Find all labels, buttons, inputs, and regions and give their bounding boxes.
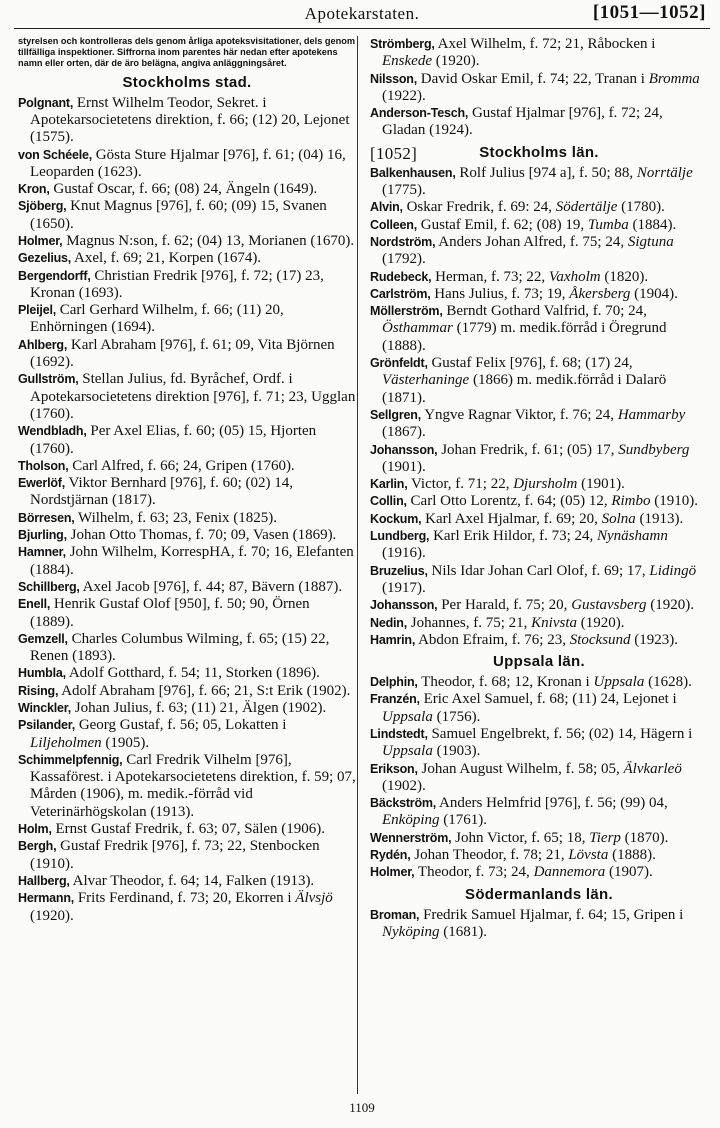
- entry-details: Magnus N:son, f. 62; (04) 13, Morianen (1670).: [62, 232, 355, 249]
- pharmacist-name: Humbla,: [18, 666, 66, 681]
- pharmacist-name: Sellgren,: [370, 407, 421, 422]
- place-name: Vaxholm: [548, 268, 601, 285]
- entry-year: (1917).: [382, 579, 426, 596]
- pharmacist-entry: [18, 95, 356, 147]
- pharmacist-name: Börresen,: [18, 510, 75, 525]
- place-name: Nynäshamn: [597, 528, 668, 545]
- pharmacist-name: Colleen,: [370, 217, 418, 232]
- pharmacist-name: Holm,: [18, 822, 52, 837]
- pharmacist-name: Wennerström,: [370, 830, 452, 845]
- pharmacist-entry: [18, 579, 356, 596]
- entry-details: Theodor, f. 73; 24,: [414, 864, 534, 881]
- entry-year: (1913).: [635, 510, 684, 527]
- pharmacist-entry: [370, 355, 708, 407]
- entry-year: (1910).: [650, 493, 699, 510]
- document-page: [14, 0, 710, 1128]
- pharmacist-name: Holmer,: [18, 233, 63, 248]
- place-name: Gustavsberg: [571, 597, 647, 614]
- place-name: Tierp: [589, 829, 621, 846]
- pharmacist-name: Johansson,: [370, 442, 438, 457]
- pharmacist-name: Hermann,: [18, 891, 75, 906]
- entry-year: (1779) m. medik.förråd i Öregrund (1888).: [382, 320, 667, 354]
- entry-details: Charles Columbus Wilming, f. 65; (15) 22, Renen (1893).: [30, 630, 330, 665]
- pharmacist-entry: [18, 423, 356, 458]
- pharmacist-name: Enell,: [18, 597, 51, 612]
- pharmacist-name: Johansson,: [370, 598, 438, 613]
- section-heading: [370, 144, 708, 161]
- pharmacist-entry: [370, 165, 708, 200]
- entry-details: Johan Theodor, f. 78; 21,: [410, 847, 569, 864]
- pharmacist-name: Bergendorff,: [18, 268, 91, 283]
- pharmacist-entry: [370, 105, 708, 140]
- entry-details: Fredrik Samuel Hjalmar, f. 64; 15, Gripen i: [419, 906, 684, 923]
- entry-details: Nils Idar Johan Carl Olof, f. 69; 17,: [427, 562, 650, 579]
- entry-details: Carl Gerhard Wilhelm, f. 66; (11) 20, Enhörningen (1694).: [30, 302, 284, 336]
- entry-details: Yngve Ragnar Viktor, f. 76; 24,: [421, 406, 618, 423]
- entry-details: Carl Fredrik Vilhelm [976], Kassaförest. i Apotekarsocietetens direktion, f. 59; 07, Mården (1906), m. medik.-förråd vid Veterinärhögskolan (1913).: [30, 751, 356, 820]
- pharmacist-entry: [370, 36, 708, 71]
- entry-year: (1870).: [620, 829, 669, 846]
- place-name: Liljeholmen: [30, 734, 102, 751]
- entry-year: (1901).: [577, 476, 625, 493]
- entry-details: Anders Johan Alfred, f. 75; 24,: [435, 233, 628, 250]
- section-title: Stockholms stad.: [122, 73, 252, 91]
- pharmacist-entry: [370, 726, 708, 761]
- pharmacist-entry: [370, 632, 708, 649]
- entry-year: (1884).: [628, 216, 677, 233]
- pharmacist-entry: [370, 795, 708, 830]
- pharmacist-name: Nedin,: [370, 615, 407, 630]
- entry-details: Per Harald, f. 75; 20,: [437, 597, 572, 614]
- pharmacist-name: Karlin,: [370, 477, 408, 492]
- pharmacist-entry: [370, 442, 708, 477]
- entry-details: Rolf Julius [974 a], f. 50; 88,: [455, 164, 637, 181]
- entry-details: Karl Axel Hjalmar, f. 69; 20,: [421, 510, 602, 527]
- pharmacist-entry: [18, 752, 356, 821]
- entry-details: Gustaf Felix [976], f. 68; (17) 24,: [427, 355, 633, 372]
- pharmacist-entry: [370, 563, 708, 598]
- entry-details: Victor, f. 71; 22,: [407, 476, 514, 493]
- section-heading: [370, 886, 708, 903]
- pharmacist-entry: [370, 864, 708, 881]
- left-column: [18, 36, 356, 925]
- pharmacist-entry: [370, 615, 708, 632]
- pharmacist-name: Bjurling,: [18, 528, 67, 543]
- pharmacist-name: Grönfeldt,: [370, 356, 428, 371]
- right-column: [370, 36, 708, 941]
- pharmacist-name: Franzén,: [370, 692, 420, 707]
- pharmacist-entry: [18, 371, 356, 423]
- entry-details: Axel, f. 69; 21, Korpen (1674).: [71, 250, 262, 267]
- pharmacist-entry: [370, 597, 708, 614]
- entry-details: Johan Fredrik, f. 61; (05) 17,: [437, 441, 619, 458]
- pharmacist-name: Broman,: [370, 907, 420, 922]
- pharmacist-name: Kockum,: [370, 511, 422, 526]
- pharmacist-name: Collin,: [370, 494, 407, 509]
- pharmacist-entry: [18, 665, 356, 682]
- place-name: Uppsala: [382, 743, 433, 760]
- place-name: Norrtälje: [636, 164, 693, 181]
- pharmacist-entry: [370, 761, 708, 796]
- pharmacist-entry: [370, 407, 708, 442]
- pharmacist-entry: [370, 674, 708, 691]
- entry-details: Stellan Julius, fd. Byråchef, Ordf. i Apotekarsocietetens direktion [976], f. 71; 23, Ugglan (1760).: [30, 371, 356, 422]
- pharmacist-name: Hallberg,: [18, 873, 70, 888]
- pharmacist-entry: [370, 71, 708, 106]
- entry-details: Georg Gustaf, f. 56; 05, Lokatten i: [75, 717, 287, 734]
- pharmacist-entry: [18, 475, 356, 510]
- entry-details: Johan August Wilhelm, f. 58; 05,: [417, 760, 624, 777]
- pharmacist-entry: [18, 873, 356, 890]
- entry-year: (1920).: [30, 907, 74, 924]
- entry-details: Oskar Fredrik, f. 69: 24,: [402, 199, 556, 216]
- entry-year: (1866) m. medik.förråd i Dalarö (1871).: [382, 372, 667, 406]
- entry-details: Carl Otto Lorentz, f. 64; (05) 12,: [406, 493, 612, 510]
- place-name: Älvkarleö: [623, 760, 682, 777]
- pharmacist-name: Gemzell,: [18, 631, 68, 646]
- pharmacist-entry: [370, 691, 708, 726]
- entry-details: Adolf Gotthard, f. 54; 11, Storken (1896).: [65, 665, 320, 682]
- entry-details: Gustaf Hjalmar [976], f. 72; 24, Gladan (1924).: [382, 105, 663, 139]
- pharmacist-name: Bäckström,: [370, 796, 437, 811]
- place-name: Älvsjö: [295, 890, 333, 907]
- place-name: Djursholm: [513, 476, 578, 493]
- pharmacist-entry: [18, 198, 356, 233]
- entry-details: Eric Axel Samuel, f. 68; (11) 24, Lejonet i: [419, 691, 677, 708]
- pharmacist-name: Erikson,: [370, 761, 418, 776]
- entry-details: Axel Jacob [976], f. 44; 87, Bävern (1887).: [79, 578, 343, 595]
- entry-details: Wilhelm, f. 63; 23, Fenix (1825).: [74, 509, 277, 526]
- place-name: Sundbyberg: [618, 441, 690, 458]
- pharmacist-name: Polgnant,: [18, 95, 74, 110]
- pharmacist-entry: [18, 302, 356, 337]
- entry-details: Gösta Sture Hjalmar [976], f. 61; (04) 16, Leoparden (1623).: [30, 146, 346, 180]
- pharmacist-name: Psilander,: [18, 718, 76, 733]
- entry-details: Carl Alfred, f. 66; 24, Gripen (1760).: [68, 457, 295, 474]
- place-name: Uppsala: [382, 708, 433, 725]
- entry-details: Henrik Gustaf Olof [950], f. 50; 90, Örnen (1889).: [30, 596, 310, 630]
- entry-year: (1905).: [101, 734, 150, 751]
- entry-year: (1792).: [382, 251, 426, 268]
- pharmacist-entry: [370, 511, 708, 528]
- pharmacist-name: Rydén,: [370, 848, 411, 863]
- entry-year: (1820).: [600, 268, 649, 285]
- entry-details: Gustaf Emil, f. 62; (08) 19,: [417, 216, 588, 233]
- section-title: Södermanlands län.: [465, 885, 613, 903]
- entry-year: (1756).: [432, 708, 481, 725]
- pharmacist-entry: [18, 268, 356, 303]
- entry-details: Alvar Theodor, f. 64; 14, Falken (1913).: [69, 872, 315, 889]
- pharmacist-name: Wendbladh,: [18, 424, 87, 439]
- section-title: Stockholms län.: [479, 143, 599, 161]
- pharmacist-name: Anderson-Tesch,: [370, 106, 469, 121]
- entry-year: (1761).: [439, 812, 487, 829]
- entry-year: (1902).: [382, 777, 426, 794]
- entry-year: (1920).: [431, 53, 480, 70]
- place-name: Dannemora: [533, 864, 606, 881]
- pharmacist-name: Winckler,: [18, 701, 71, 715]
- pharmacist-name: Tholson,: [18, 458, 69, 473]
- pharmacist-entry: [18, 596, 356, 631]
- entry-year: (1907).: [605, 864, 653, 881]
- entry-details: John Wilhelm, KorrespHA, f. 70; 16, Elefanten (1884).: [30, 544, 354, 578]
- pharmacist-entry: [18, 700, 356, 717]
- pharmacist-name: Lundberg,: [370, 529, 430, 544]
- pharmacist-entry: [18, 233, 356, 250]
- entry-year: (1780).: [617, 199, 665, 216]
- pharmacist-name: Balkenhausen,: [370, 165, 456, 180]
- pharmacist-entry: [370, 830, 708, 847]
- pharmacist-name: Strömberg,: [370, 37, 435, 51]
- entry-year: (1903).: [432, 743, 481, 760]
- pharmacist-entry: [18, 683, 356, 700]
- pharmacist-entry: [370, 269, 708, 286]
- entry-year: (1888).: [608, 847, 656, 864]
- pharmacist-entry: [18, 250, 356, 267]
- place-name: Stocksund: [569, 631, 631, 648]
- pharmacist-entry: [18, 181, 356, 198]
- pharmacist-entry: [370, 528, 708, 563]
- pharmacist-name: von Schéele,: [18, 147, 93, 162]
- entry-details: Frits Ferdinand, f. 73; 20, Ekorren i: [74, 890, 296, 907]
- pharmacist-name: Lindstedt,: [370, 726, 428, 741]
- pharmacist-name: Sjöberg,: [18, 199, 67, 214]
- pharmacist-entry: [370, 476, 708, 493]
- place-name: Bromma: [648, 70, 700, 87]
- pharmacist-entry: [370, 217, 708, 234]
- pharmacist-name: Ahlberg,: [18, 337, 68, 352]
- entry-details: Gustaf Fredrik [976], f. 73; 22, Stenbocken (1910).: [30, 838, 320, 872]
- entry-year: (1867).: [382, 424, 426, 441]
- entry-details: Johan Julius, f. 63; (11) 21, Älgen (1902).: [70, 700, 327, 716]
- place-name: Solna: [601, 510, 636, 527]
- pharmacist-entry: [18, 544, 356, 579]
- place-name: Södertälje: [555, 199, 618, 216]
- pharmacist-entry: [18, 838, 356, 873]
- pharmacist-name: Rising,: [18, 683, 59, 698]
- pharmacist-entry: [18, 821, 356, 838]
- entry-year: (1775).: [382, 182, 426, 199]
- section-title: Uppsala län.: [493, 653, 585, 671]
- pharmacist-entry: [370, 199, 708, 216]
- entry-year: (1904).: [630, 285, 678, 302]
- entry-details: Hans Julius, f. 73; 19,: [430, 285, 570, 302]
- entry-details: Berndt Gothard Valfrid, f. 70; 24,: [442, 303, 647, 320]
- pharmacist-name: Pleijel,: [18, 303, 57, 318]
- pharmacist-entry: [18, 458, 356, 475]
- entry-year: (1681).: [439, 923, 487, 940]
- pharmacist-name: Rudebeck,: [370, 269, 432, 284]
- place-name: Lövsta: [568, 847, 609, 864]
- place-name: Tumba: [587, 216, 629, 233]
- place-name: Åkersberg: [569, 285, 631, 302]
- entry-year: (1901).: [382, 458, 426, 475]
- page-range: [1051—1052]: [592, 2, 706, 23]
- pharmacist-name: Gezelius,: [18, 251, 72, 266]
- place-name: Lidingö: [649, 562, 697, 579]
- place-name: Västerhaninge: [382, 372, 470, 389]
- pharmacist-entry: [370, 303, 708, 355]
- place-name: Rimbo: [611, 493, 651, 510]
- entry-details: Ernst Wilhelm Teodor, Sekret. i Apotekarsocietetens direktion, f. 66; (12) 20, Lejonet (1575).: [30, 94, 350, 146]
- entry-details: Johannes, f. 75; 21,: [407, 614, 532, 631]
- section-heading: [370, 653, 708, 670]
- entry-year: (1920).: [646, 597, 694, 614]
- entry-details: Anders Helmfrid [976], f. 56; (99) 04,: [436, 795, 668, 812]
- entry-details: Knut Magnus [976], f. 60; (09) 15, Svanen (1650).: [30, 198, 327, 232]
- pharmacist-entry: [370, 286, 708, 303]
- entry-details: Gustaf Oscar, f. 66; (08) 24, Ängeln (1649).: [49, 181, 318, 198]
- page-header: [14, 0, 710, 29]
- entry-details: Per Axel Elias, f. 60; (05) 15, Hjorten (1760).: [30, 423, 317, 457]
- pharmacist-entry: [18, 337, 356, 372]
- entry-details: Axel Wilhelm, f. 72; 21, Råbocken i: [434, 36, 656, 52]
- entry-details: Karl Abraham [976], f. 61; 09, Vita Björnen (1692).: [30, 336, 335, 371]
- place-name: Enskede: [382, 53, 432, 70]
- entry-year: (1923).: [630, 631, 679, 648]
- place-name: Östhammar: [382, 320, 453, 337]
- pharmacist-name: Kron,: [18, 182, 50, 197]
- place-name: Sigtuna: [627, 233, 674, 250]
- pharmacist-entry: [18, 631, 356, 666]
- pharmacist-name: Hamrin,: [370, 632, 416, 647]
- place-name: Enköping: [382, 812, 440, 829]
- pharmacist-name: Ewerlöf,: [18, 476, 66, 491]
- section-heading: [18, 74, 356, 91]
- entry-details: John Victor, f. 65; 18,: [451, 829, 590, 846]
- running-title: Apotekarstaten.: [304, 4, 420, 23]
- section-number: [1052]: [370, 143, 418, 163]
- pharmacist-name: Nilsson,: [370, 71, 418, 86]
- entry-year: (1920).: [577, 614, 625, 631]
- pharmacist-name: Bruzelius,: [370, 563, 428, 578]
- place-name: Hammarby: [617, 406, 686, 423]
- pharmacist-entry: [370, 234, 708, 269]
- place-name: Uppsala: [593, 674, 645, 691]
- pharmacist-name: Carlström,: [370, 286, 431, 301]
- place-name: Nyköping: [382, 923, 440, 940]
- entry-details: Karl Erik Hildor, f. 73; 24,: [429, 528, 598, 545]
- pharmacist-entry: [18, 510, 356, 527]
- entry-details: Johan Otto Thomas, f. 70; 09, Vasen (1869).: [66, 527, 337, 544]
- place-name: Knivsta: [531, 614, 577, 631]
- pharmacist-entry: [18, 717, 356, 752]
- pharmacist-name: Möllerström,: [370, 304, 443, 319]
- entry-details: Theodor, f. 68; 12, Kronan i: [417, 674, 594, 691]
- pharmacist-name: Schillberg,: [18, 579, 80, 594]
- pharmacist-entry: [18, 527, 356, 544]
- entry-details: Adolf Abraham [976], f. 66; 21, S:t Erik (1902).: [58, 682, 351, 699]
- pharmacist-name: Alvin,: [370, 200, 403, 215]
- pharmacist-entry: [370, 907, 708, 942]
- entry-details: Ernst Gustaf Fredrik, f. 63; 07, Sälen (1906).: [51, 821, 326, 838]
- pharmacist-name: Gullström,: [18, 372, 79, 387]
- entry-year: (1922).: [382, 87, 426, 104]
- pharmacist-entry: [370, 493, 708, 510]
- entry-details: David Oskar Emil, f. 74; 22, Tranan i: [417, 70, 649, 87]
- intro-paragraph: styrelsen och kontrolleras dels genom årliga apoteksvisitationer, dels genom tillfälliga inspektioner. Siffrorna inom parentes här nedan efter apotekens namn eller orten, där de äro belägna, angiva anläggningsåret.: [18, 36, 355, 69]
- pharmacist-name: Hamner,: [18, 545, 66, 560]
- entry-details: Abdon Efraim, f. 76; 23,: [415, 631, 570, 648]
- pharmacist-name: Bergh,: [18, 839, 57, 854]
- entry-details: Viktor Bernhard [976], f. 60; (02) 14, Nordstjärnan (1817).: [30, 475, 293, 509]
- pharmacist-entry: [370, 847, 708, 864]
- entry-details: Herman, f. 73; 22,: [431, 268, 549, 285]
- pharmacist-name: Schimmelpfennig,: [18, 752, 123, 767]
- entry-year: (1628).: [644, 674, 692, 691]
- pharmacist-name: Nordström,: [370, 234, 436, 249]
- page-number: 1109: [349, 1100, 375, 1115]
- pharmacist-entry: [18, 147, 356, 182]
- pharmacist-name: Delphin,: [370, 675, 418, 690]
- pharmacist-entry: [18, 890, 356, 925]
- entry-year: (1916).: [382, 545, 426, 562]
- columns: [18, 36, 708, 1096]
- pharmacist-name: Holmer,: [370, 865, 415, 880]
- entry-details: Samuel Engelbrekt, f. 56; (02) 14, Hägern i: [427, 725, 693, 742]
- entry-details: Christian Fredrik [976], f. 72; (17) 23, Kronan (1693).: [30, 267, 324, 301]
